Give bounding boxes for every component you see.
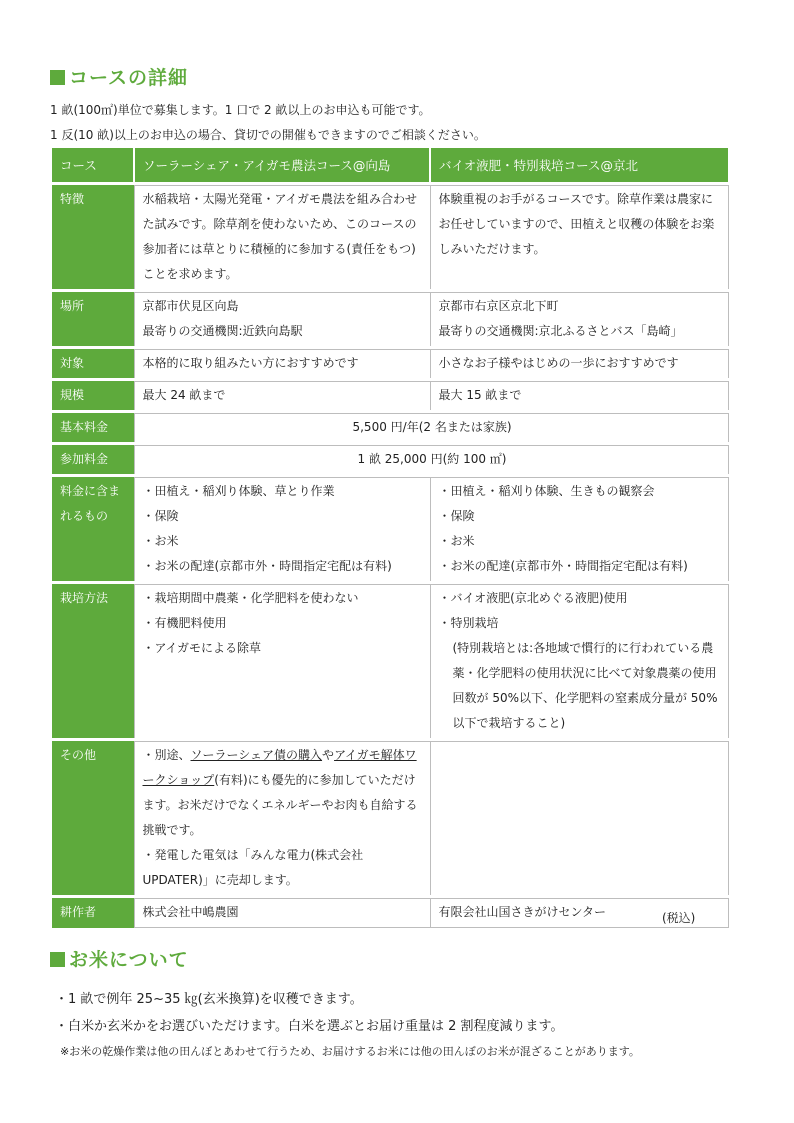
row-label: 基本料金: [52, 412, 134, 444]
row-label: 特徴: [52, 184, 134, 291]
rice-heading: お米について: [50, 945, 189, 972]
solar-share-bond-link[interactable]: ソーラーシェア債の購入: [190, 748, 323, 762]
row-scale: [52, 380, 728, 412]
row-label: 参加料金: [52, 444, 134, 476]
scale-a: 最大 24 畝まで: [134, 380, 430, 412]
included-b: ・田植え・稲刈り体験、生きもの観察会 ・保険 ・お米 ・お米の配達(京都市外・時間指定宅配は有料): [430, 476, 728, 583]
location-a: 京都市伏見区向島 最寄りの交通機関:近鉄向島駅: [134, 291, 430, 348]
row-cultivation: [52, 583, 728, 740]
row-label: 耕作者: [52, 897, 134, 928]
intro-line-1: 1 畝(100㎡)単位で募集します。1 口で 2 畝以上のお申込も可能です。: [50, 103, 431, 117]
header-course-b: バイオ液肥・特別栽培コース@京北: [430, 148, 728, 184]
duck-workshop-link[interactable]: アイガモ解体ワークショップ: [142, 748, 417, 787]
location-b: 京都市右京区京北下町 最寄りの交通機関:京北ふるさとバス「島崎」: [430, 291, 728, 348]
features-a: 水稲栽培・太陽光発電・アイガモ農法を組み合わせた試みです。除草剤を使わないため、このコースの参加者には草とりに積極的に参加する(責任をもつ)ことを求めます。: [134, 184, 430, 291]
square-bullet-icon: [50, 952, 65, 967]
rice-bullet-2: ・白米か玄米かをお選びいただけます。白米を選ぶとお届け重量は 2 割程度減ります。: [55, 1019, 564, 1034]
scale-b: 最大 15 畝まで: [430, 380, 728, 412]
cultivation-b: ・バイオ液肥(京北めぐる液肥)使用 ・特別栽培 (特別栽培とは:各地域で慣行的に行われている農薬・化学肥料の使用状況に比べて対象農薬の使用回数が 50%以下、化学肥料の窒素成分量が 50%以下で栽培すること): [430, 583, 728, 740]
course-details-heading: コースの詳細: [50, 63, 188, 90]
row-label: 場所: [52, 291, 134, 348]
other-a: ・別途、ソーラーシェア債の購入やアイガモ解体ワークショップ(有料)にも優先的に参加していただけます。お米だけでなくエネルギーやお肉も自給する挑戦です。 ・発電した電気は「みんな電力(株式会社UPDATER)」に売却します。: [134, 740, 430, 897]
header-course-label: コース: [52, 148, 134, 184]
course-table: [52, 148, 729, 928]
rice-bullet-1: ・1 畝で例年 25~35 ㎏(玄米換算)を収穫できます。: [55, 992, 363, 1007]
row-label: 対象: [52, 348, 134, 380]
table-header-row: [52, 148, 728, 184]
tax-included-note: (税込): [662, 911, 696, 925]
square-bullet-icon: [50, 70, 65, 85]
target-b: 小さなお子様やはじめの一歩におすすめです: [430, 348, 728, 380]
features-b: 体験重視のお手がるコースです。除草作業は農家にお任せしていますので、田植えと収穫の体験をお楽しみいただけます。: [430, 184, 728, 291]
producer-a: 株式会社中嶋農園: [134, 897, 430, 928]
row-features: [52, 184, 728, 291]
special-cultivation-note: (特別栽培とは:各地域で慣行的に行われている農薬・化学肥料の使用状況に比べて対象農薬の使用回数が 50%以下、化学肥料の窒素成分量が 50%以下で栽培すること): [452, 641, 718, 730]
row-target: [52, 348, 728, 380]
row-label: 規模: [52, 380, 134, 412]
header-course-a: ソーラーシェア・アイガモ農法コース@向島: [134, 148, 430, 184]
target-a: 本格的に取り組みたい方におすすめです: [134, 348, 430, 380]
rice-note: ※お米の乾燥作業は他の田んぼとあわせて行うため、お届けするお米には他の田んぼのお米が混ざることがあります。: [60, 1045, 640, 1058]
included-a: ・田植え・稲刈り体験、草とり作業 ・保険 ・お米 ・お米の配達(京都市外・時間指定宅配は有料): [134, 476, 430, 583]
row-producer: [52, 897, 728, 928]
row-participation-fee: [52, 444, 728, 476]
participation-fee-value: 1 畝 25,000 円(約 100 ㎡): [134, 444, 728, 476]
basic-fee-value: 5,500 円/年(2 名または家族): [134, 412, 728, 444]
row-location: [52, 291, 728, 348]
cultivation-a: ・栽培期間中農薬・化学肥料を使わない ・有機肥料使用 ・アイガモによる除草: [134, 583, 430, 740]
row-label: その他: [52, 740, 134, 897]
row-basic-fee: [52, 412, 728, 444]
row-label: 栽培方法: [52, 583, 134, 740]
row-label: 料金に含まれるもの: [52, 476, 134, 583]
producer-b: 有限会社山国さきがけセンター: [430, 897, 728, 928]
row-included: [52, 476, 728, 583]
row-other: [52, 740, 728, 897]
other-b: [430, 740, 728, 897]
intro-line-2: 1 反(10 畝)以上のお申込の場合、貸切での開催もできますのでご相談ください。: [50, 128, 486, 142]
